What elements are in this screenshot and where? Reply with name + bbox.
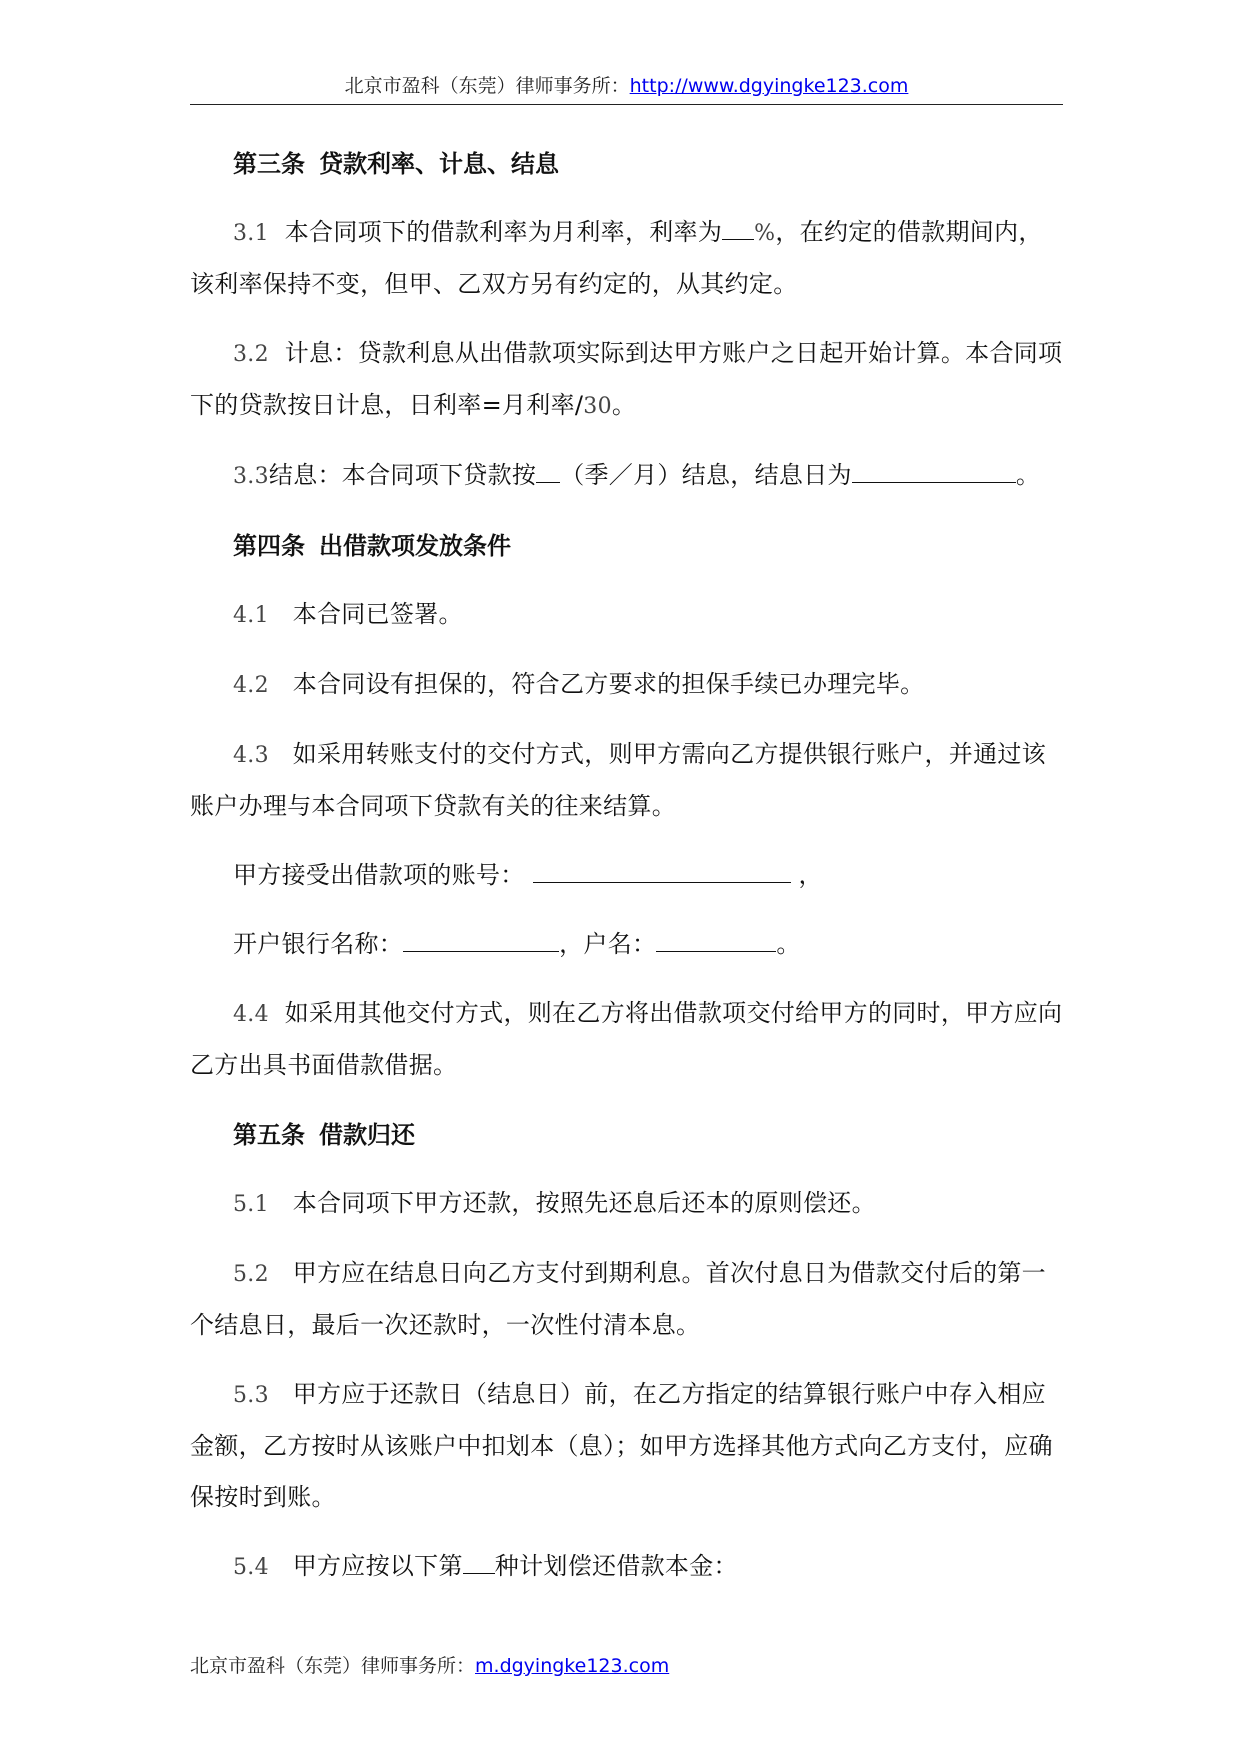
clause-4-1: 4.1 本合同已签署。 (233, 600, 463, 628)
footer-firm-name: 北京市盈科（东莞）律师事务所： (190, 1655, 476, 1677)
clause-3-3: 3.3结息：本合同项下贷款按 （季／月）结息，结息日为 。 (190, 450, 1063, 502)
clause-number: 3.1 (233, 221, 269, 246)
clause-4-4: 4.4 如采用其他交付方式，则在乙方将出借款项交付给甲方的同时，甲方应向乙方出具书面借款借据。 (190, 999, 1063, 1079)
header-website-link[interactable]: http://www.dgyingke123.com (629, 75, 909, 97)
clause-number: 5.4 (233, 1555, 269, 1580)
account-number-line: 甲方接受出借款项的账号： ， (190, 850, 1063, 901)
clause-number: 5.2 (233, 1262, 269, 1287)
section-4-heading: 第四条 出借款项发放条件 (233, 532, 511, 560)
section-5-heading: 第五条 借款归还 (233, 1121, 415, 1149)
section-3-heading: 第三条 贷款利率、计息、结息 (233, 150, 559, 178)
clause-5-3: 5.3 甲方应于还款日（结息日）前，在乙方指定的结算银行账户中存入相应金额，乙方按时从该账户中扣划本（息）；如甲方选择其他方式向乙方支付，应确保按时到账。 (190, 1380, 1053, 1511)
header-firm-name: 北京市盈科（东莞）律师事务所： (344, 75, 630, 97)
clause-number: 5.1 (233, 1192, 269, 1217)
clause-number: 3.2 (233, 342, 269, 367)
clause-4-3: 4.3 如采用转账支付的交付方式，则甲方需向乙方提供银行账户，并通过该账户办理与本合同项下贷款有关的往来结算。 (190, 740, 1046, 820)
clause-number: 3.3 (233, 464, 269, 489)
clause-number: 4.3 (233, 743, 269, 768)
interest-rate-blank (722, 209, 754, 240)
clause-5-4: 5.4 甲方应按以下第 种计划偿还借款本金： (190, 1541, 1063, 1593)
clause-number: 4.1 (233, 603, 269, 628)
clause-number: 4.2 (233, 673, 269, 698)
clause-number: 5.3 (233, 1383, 269, 1408)
clause-5-2: 5.2 甲方应在结息日向乙方支付到期利息。首次付息日为借款交付后的第一个结息日，最后一次还款时，一次性付清本息。 (190, 1259, 1046, 1339)
document-body (190, 138, 1063, 1611)
clause-5-1: 5.1 本合同项下甲方还款，按照先还息后还本的原则偿还。 (233, 1189, 876, 1217)
account-number-blank (533, 852, 791, 883)
repayment-plan-blank (463, 1543, 495, 1574)
settlement-date-blank (852, 452, 1016, 483)
account-holder-blank (656, 921, 776, 952)
clause-3-2: 3.2 计息：贷款利息从出借款项实际到达甲方账户之日起开始计算。本合同项下的贷款按日计息，日利率=月利率/30。 (190, 339, 1063, 419)
bank-name-blank (403, 921, 559, 952)
clause-3-1: 3.1 本合同项下的借款利率为月利率，利率为 %，在约定的借款期间内，该利率保持不变，但甲、乙双方另有约定的，从其约定。 (190, 207, 1063, 310)
clause-number: 4.4 (233, 1002, 269, 1027)
clause-4-2: 4.2 本合同设有担保的，符合乙方要求的担保手续已办理完毕。 (233, 670, 925, 698)
footer-mobile-link[interactable]: m.dgyingke123.com (475, 1655, 670, 1677)
page-header (190, 72, 1063, 105)
bank-name-line: 开户银行名称： ，户名： 。 (190, 919, 1063, 970)
settlement-period-blank (536, 452, 560, 483)
page-footer (190, 1652, 669, 1680)
